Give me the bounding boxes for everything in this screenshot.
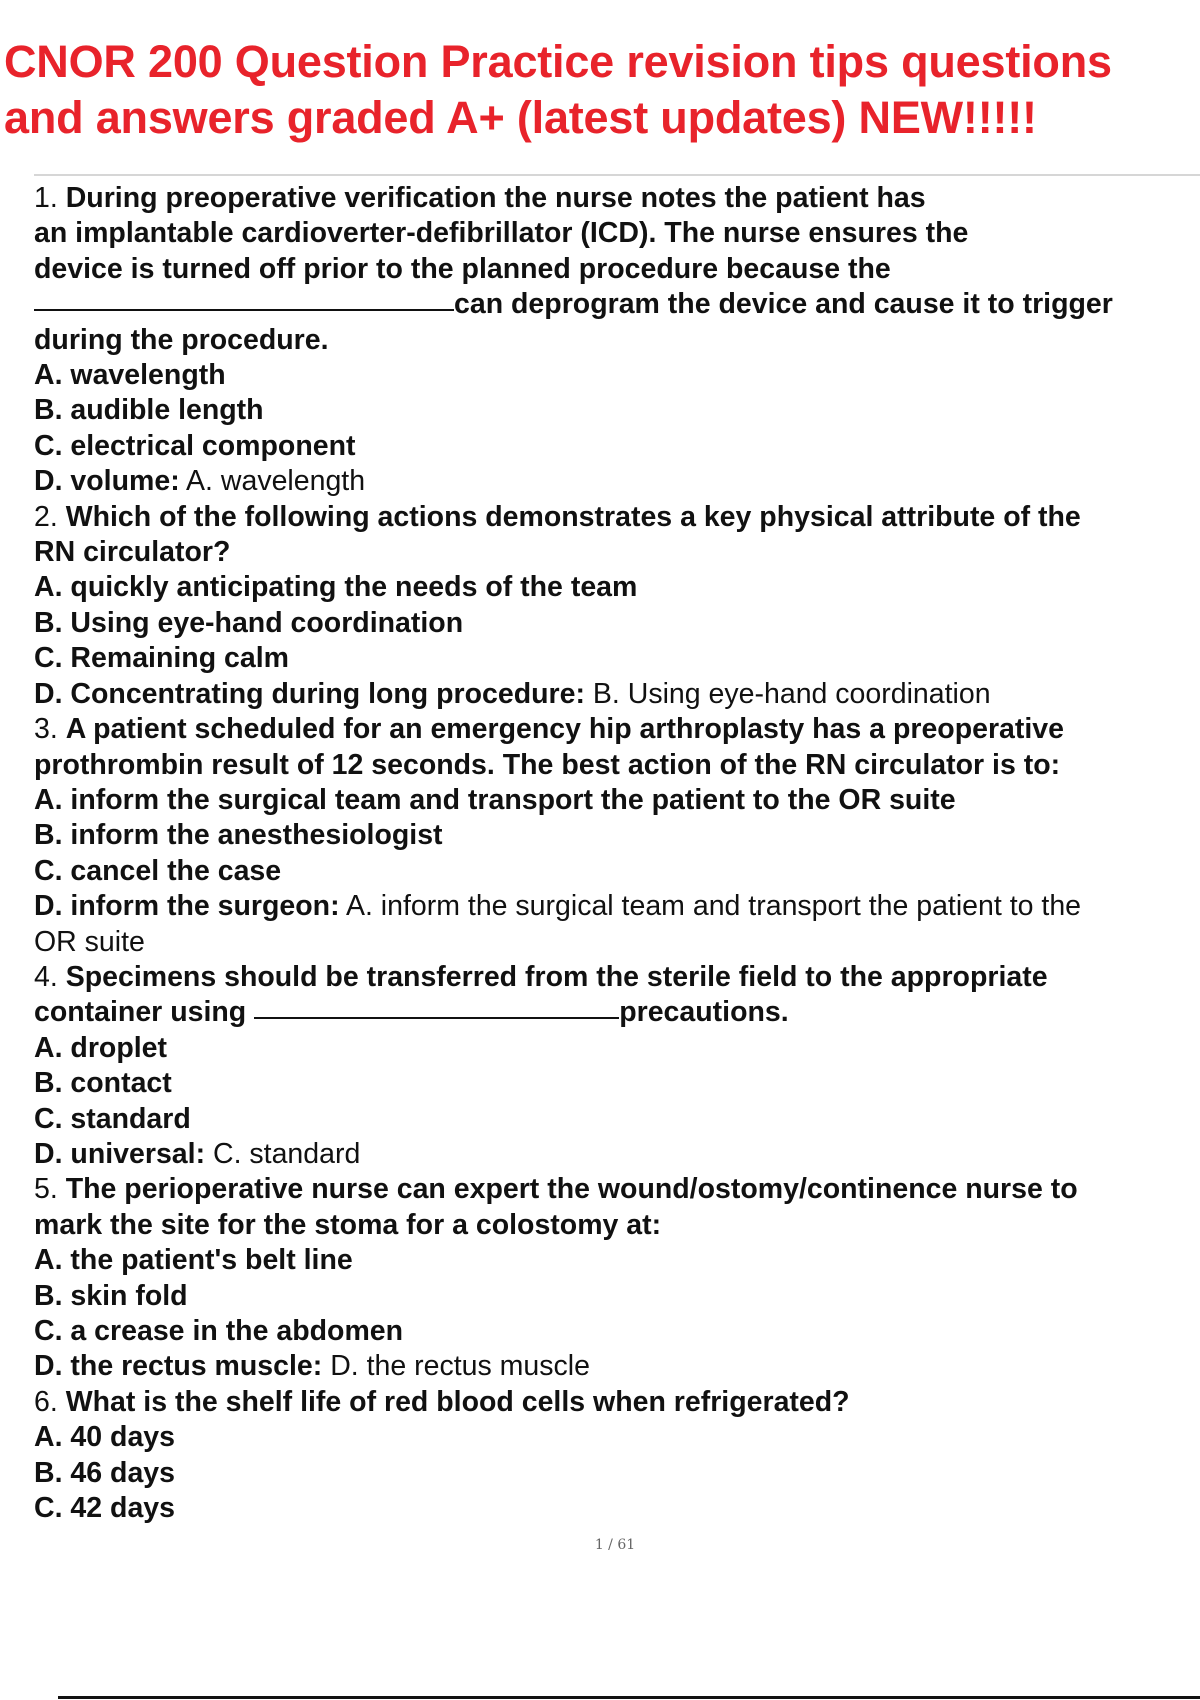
document-title [4,34,1198,146]
question-1-option-c: C. electrical component [34,429,356,462]
page-number: 1 / 61 [594,1537,636,1553]
question-2-option-a: A. quickly anticipating the needs of the team [34,571,638,604]
fill-in-blank [254,1017,619,1019]
question-6-option-c: C. 42 days [34,1492,175,1525]
question-1-option-b: B. audible length [34,394,264,427]
question-5-option-a: A. the patient's belt line [34,1244,353,1277]
question-6-line-1: 6. What is the shelf life of red blood cells when refrigerated? [34,1385,850,1418]
question-1-option-d: D. volume: A. wavelength [34,465,366,498]
question-2-option-c: C. Remaining calm [34,642,289,675]
question-5-answer: D. the rectus muscle [330,1350,590,1383]
question-3-option-a: A. inform the surgical team and transport the patient to the OR suite [34,783,956,816]
title-divider [34,174,1200,176]
question-1-line-5: during the procedure. [34,323,329,356]
question-4-line-1: 4. Specimens should be transferred from the sterile field to the appropriate [34,960,1048,993]
bottom-divider [58,1696,1200,1699]
question-2-line-2: RN circulator? [34,536,231,569]
question-3-answer-continued: OR suite [34,925,145,958]
question-5-line-1: 5. The perioperative nurse can expert the wound/ostomy/continence nurse to [34,1173,1078,1206]
question-3-line-2: prothrombin result of 12 seconds. The best action of the RN circulator is to: [34,748,1061,781]
question-2-line-1: 2. Which of the following actions demonstrates a key physical attribute of the [34,500,1081,533]
question-2-answer: B. Using eye-hand coordination [592,677,991,710]
title-line-2: and answers graded A+ (latest updates) NEW!!!!! [4,92,1037,143]
question-5-line-2: mark the site for the stoma for a colostomy at: [34,1208,662,1241]
question-4-option-a: A. droplet [34,1031,167,1064]
question-4-option-d: D. universal: C. standard [34,1137,361,1170]
question-4-option-b: B. contact [34,1067,172,1100]
question-3-line-1: 3. A patient scheduled for an emergency hip arthroplasty has a preoperative [34,713,1065,746]
question-3-answer: A. inform the surgical team and transport the patient to the [345,890,1082,923]
question-1-line-3: device is turned off prior to the planned procedure because the [34,252,891,285]
question-2-option-d: D. Concentrating during long procedure: B. Using eye-hand coordination [34,677,991,710]
question-6-option-b: B. 46 days [34,1456,175,1489]
question-1-option-a: A. wavelength [34,359,226,392]
question-3-option-b: B. inform the anesthesiologist [34,819,443,852]
question-3-option-d: D. inform the surgeon: A. inform the surgical team and transport the patient to the [34,890,1082,923]
question-list [34,181,1200,1526]
question-2-option-b: B. Using eye-hand coordination [34,606,464,639]
title-line-1: CNOR 200 Question Practice revision tips questions [4,36,1112,87]
question-5-option-b: B. skin fold [34,1279,188,1312]
question-3-option-c: C. cancel the case [34,854,282,887]
question-4-answer: C. standard [212,1137,361,1170]
question-4-option-c: C. standard [34,1102,191,1135]
question-1-line-2: an implantable cardioverter-defibrillator (ICD). The nurse ensures the [34,217,969,250]
question-4-line-2: container using precautions. [34,996,789,1029]
question-5-option-d: D. the rectus muscle: D. the rectus muscle [34,1350,590,1383]
question-1-answer: A. wavelength [186,465,366,498]
question-1-line-4: can deprogram the device and cause it to trigger [34,287,1200,322]
question-6-option-a: A. 40 days [34,1421,175,1454]
question-1-line-1: 1. During preoperative verification the nurse notes the patient has [34,182,926,214]
question-5-option-c: C. a crease in the abdomen [34,1315,404,1347]
fill-in-blank [34,309,454,311]
